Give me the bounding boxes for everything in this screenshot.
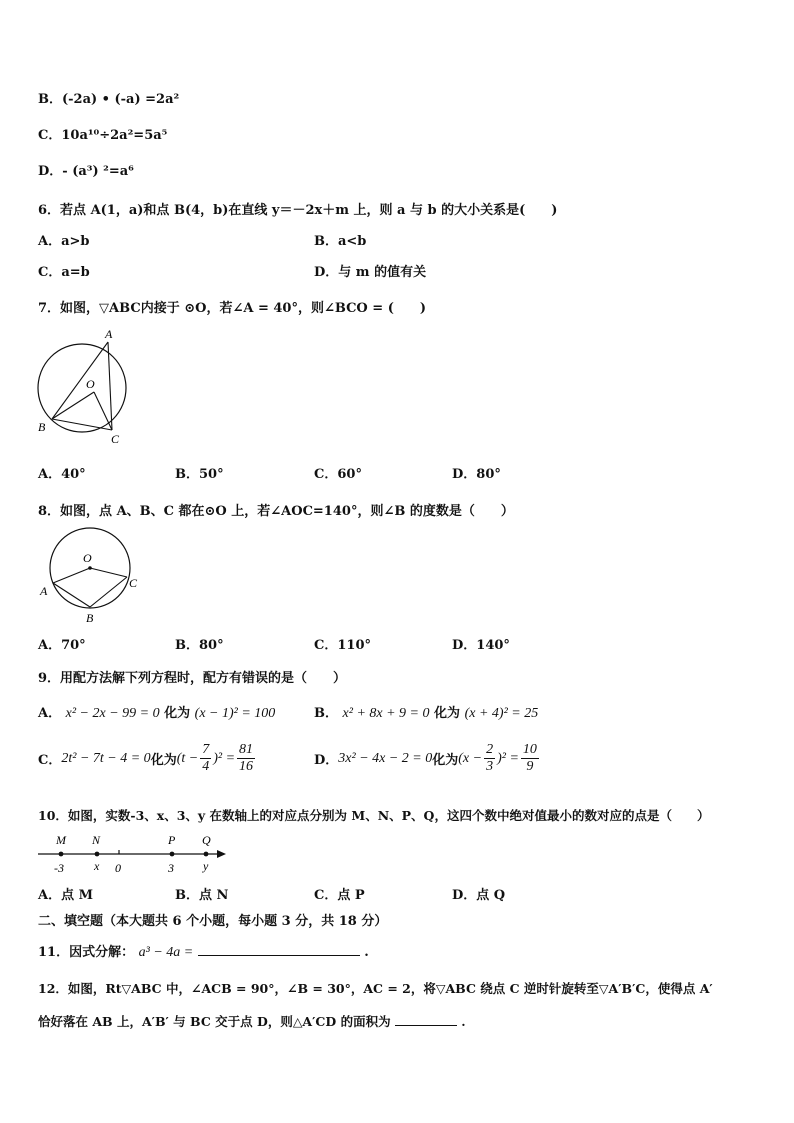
q9-b-prefix: B． <box>314 706 338 721</box>
q7-side-ab <box>52 342 108 419</box>
q10-axis-arrow <box>217 850 226 858</box>
q12-line1: 12．如图，Rt▽ABC 中，∠ACB = 90°，∠B = 30°，AC = 2，将▽ABC 绕点 C 逆时针旋转至▽A′B′C，使得点 A′ <box>38 981 713 996</box>
q7-circle-figure <box>30 322 140 447</box>
q9-c-rhs-den: 16 <box>239 759 254 774</box>
q11 <box>38 941 369 961</box>
q7-option-b: B．50° <box>175 467 224 482</box>
q8-label-a: A <box>40 584 48 598</box>
q10-point-n <box>95 852 100 857</box>
q8-option-d: D．140° <box>452 638 510 653</box>
q12-answer-blank[interactable] <box>395 1013 457 1026</box>
q9-c-fraction-num: 7 <box>202 742 210 757</box>
q9-d-mid: 化为 <box>432 753 459 768</box>
q9-c-result-pre: (t − <box>176 750 199 766</box>
option-b-top: B．(-2a) • (-a) =2a² <box>38 92 180 107</box>
q10-option-b: B．点 N <box>175 888 229 903</box>
q7-option-a: A．40° <box>38 467 86 482</box>
q9-option-b <box>314 702 538 722</box>
q10-option-d: D．点 Q <box>452 888 506 903</box>
q9-c-equation: 2t² − 7t − 4 = 0 <box>61 750 151 766</box>
q10-tick-x: x <box>94 859 100 873</box>
q9-d-result-pre: (x − <box>458 750 483 766</box>
q11-answer-blank[interactable] <box>198 943 360 956</box>
q9-d-result-post: )² = <box>497 750 519 766</box>
q9-d-fraction-num: 2 <box>486 742 494 757</box>
q9-option-a <box>38 702 275 722</box>
q7-label-b: B <box>38 420 46 434</box>
q9-c-rhs-fraction <box>237 742 255 775</box>
q9-option-d <box>314 742 541 775</box>
q9-option-c <box>38 742 257 775</box>
q8-option-b: B．80° <box>175 638 224 653</box>
q10-number-line <box>34 830 234 876</box>
q8-stem: 8．如图，点 A、B、C 都在⊙O 上，若∠AOC=140°，则∠B 的度数是（ ） <box>38 504 514 519</box>
q8-label-o: O <box>83 551 92 565</box>
q10-label-q: Q <box>202 833 211 847</box>
option-d-top: D．- (a³) ²=a⁶ <box>38 164 134 179</box>
q12-end: . <box>461 1014 466 1029</box>
q9-a-result: (x − 1)² = 100 <box>194 706 276 721</box>
q6-option-a: A．a>b <box>38 234 90 249</box>
q10-tick-0: 0 <box>115 861 121 875</box>
q10-tick-3: 3 <box>168 861 174 875</box>
q9-a-mid: 化为 <box>164 706 191 721</box>
q7-option-d: D．80° <box>452 467 501 482</box>
q10-stem: 10．如图，实数-3、x、3、y 在数轴上的对应点分别为 M、N、P、Q，这四个数中绝对值最小的数对应的点是（ ） <box>38 808 710 823</box>
q9-c-prefix: C． <box>38 753 62 768</box>
q9-b-mid: 化为 <box>434 706 461 721</box>
q8-segment-oa <box>53 568 90 583</box>
q7-label-c: C <box>111 432 120 446</box>
q10-point-m <box>59 852 64 857</box>
q12-line2 <box>38 1012 466 1030</box>
q11-expression: a³ − 4a = <box>138 945 194 960</box>
q10-point-q <box>204 852 209 857</box>
q9-d-prefix: D． <box>314 753 339 768</box>
q12-line2-text: 恰好落在 AB 上，A′B′ 与 BC 交于点 D，则△A′CD 的面积为 <box>38 1014 391 1029</box>
q9-c-result-post: )² = <box>213 750 236 766</box>
q6-option-b: B．a<b <box>314 234 367 249</box>
q9-b-result: (x + 4)² = 25 <box>464 706 539 721</box>
q9-a-prefix: A． <box>38 706 62 721</box>
q8-option-c: C．110° <box>314 638 371 653</box>
q9-d-rhs-num: 10 <box>522 742 537 757</box>
q10-tick-minus3: -3 <box>54 861 64 875</box>
q9-c-fraction <box>200 742 211 775</box>
q9-b-equation: x² + 8x + 9 = 0 <box>342 706 430 721</box>
q9-c-rhs-num: 81 <box>239 742 254 757</box>
q10-label-m: M <box>56 833 66 847</box>
q9-d-equation: 3x² − 4x − 2 = 0 <box>338 750 433 766</box>
q9-d-rhs-den: 9 <box>526 759 534 774</box>
q8-option-a: A．70° <box>38 638 86 653</box>
q7-circle <box>38 344 126 432</box>
q8-circle-figure <box>36 525 146 627</box>
q9-stem: 9．用配方法解下列方程时，配方有错误的是（ ） <box>38 671 347 686</box>
q8-label-c: C <box>129 576 138 590</box>
q10-option-c: C．点 P <box>314 888 365 903</box>
q7-label-a: A <box>105 327 113 341</box>
q8-segment-oc <box>90 568 127 577</box>
q10-point-p <box>170 852 175 857</box>
q6-option-d: D．与 m 的值有关 <box>314 265 427 280</box>
q7-label-o: O <box>86 377 95 391</box>
q7-segment-co <box>94 392 112 430</box>
q10-option-a: A．点 M <box>38 888 94 903</box>
q9-c-fraction-den: 4 <box>202 759 210 774</box>
q9-c-mid: 化为 <box>150 753 177 768</box>
q10-tick-y: y <box>203 859 209 873</box>
q6-stem: 6．若点 A(1，a)和点 B(4，b)在直线 y＝－2x＋m 上，则 a 与 b 的大小关系是( ) <box>38 203 558 218</box>
q9-d-rhs-fraction <box>521 742 539 775</box>
q7-side-bc <box>52 419 112 430</box>
q11-end: . <box>364 945 369 960</box>
q7-option-c: C．60° <box>314 467 362 482</box>
q11-stem: 11．因式分解： <box>38 945 135 960</box>
q7-segment-bo <box>52 392 94 419</box>
q9-a-equation: x² − 2x − 99 = 0 <box>65 706 160 721</box>
q8-label-b: B <box>86 611 94 625</box>
q10-label-n: N <box>92 833 101 847</box>
section-fill-in-heading: 二、填空题（本大题共 6 个小题，每小题 3 分，共 18 分） <box>38 914 388 929</box>
q7-stem: 7．如图，▽ABC内接于 ⊙O，若∠A = 40°，则∠BCO = ( ) <box>38 301 427 316</box>
q10-label-p: P <box>168 833 176 847</box>
q9-d-fraction <box>484 742 495 775</box>
q9-d-fraction-den: 3 <box>486 759 494 774</box>
q6-option-c: C．a=b <box>38 265 90 280</box>
option-c-top: C．10a¹⁰÷2a²=5a⁵ <box>38 128 168 143</box>
